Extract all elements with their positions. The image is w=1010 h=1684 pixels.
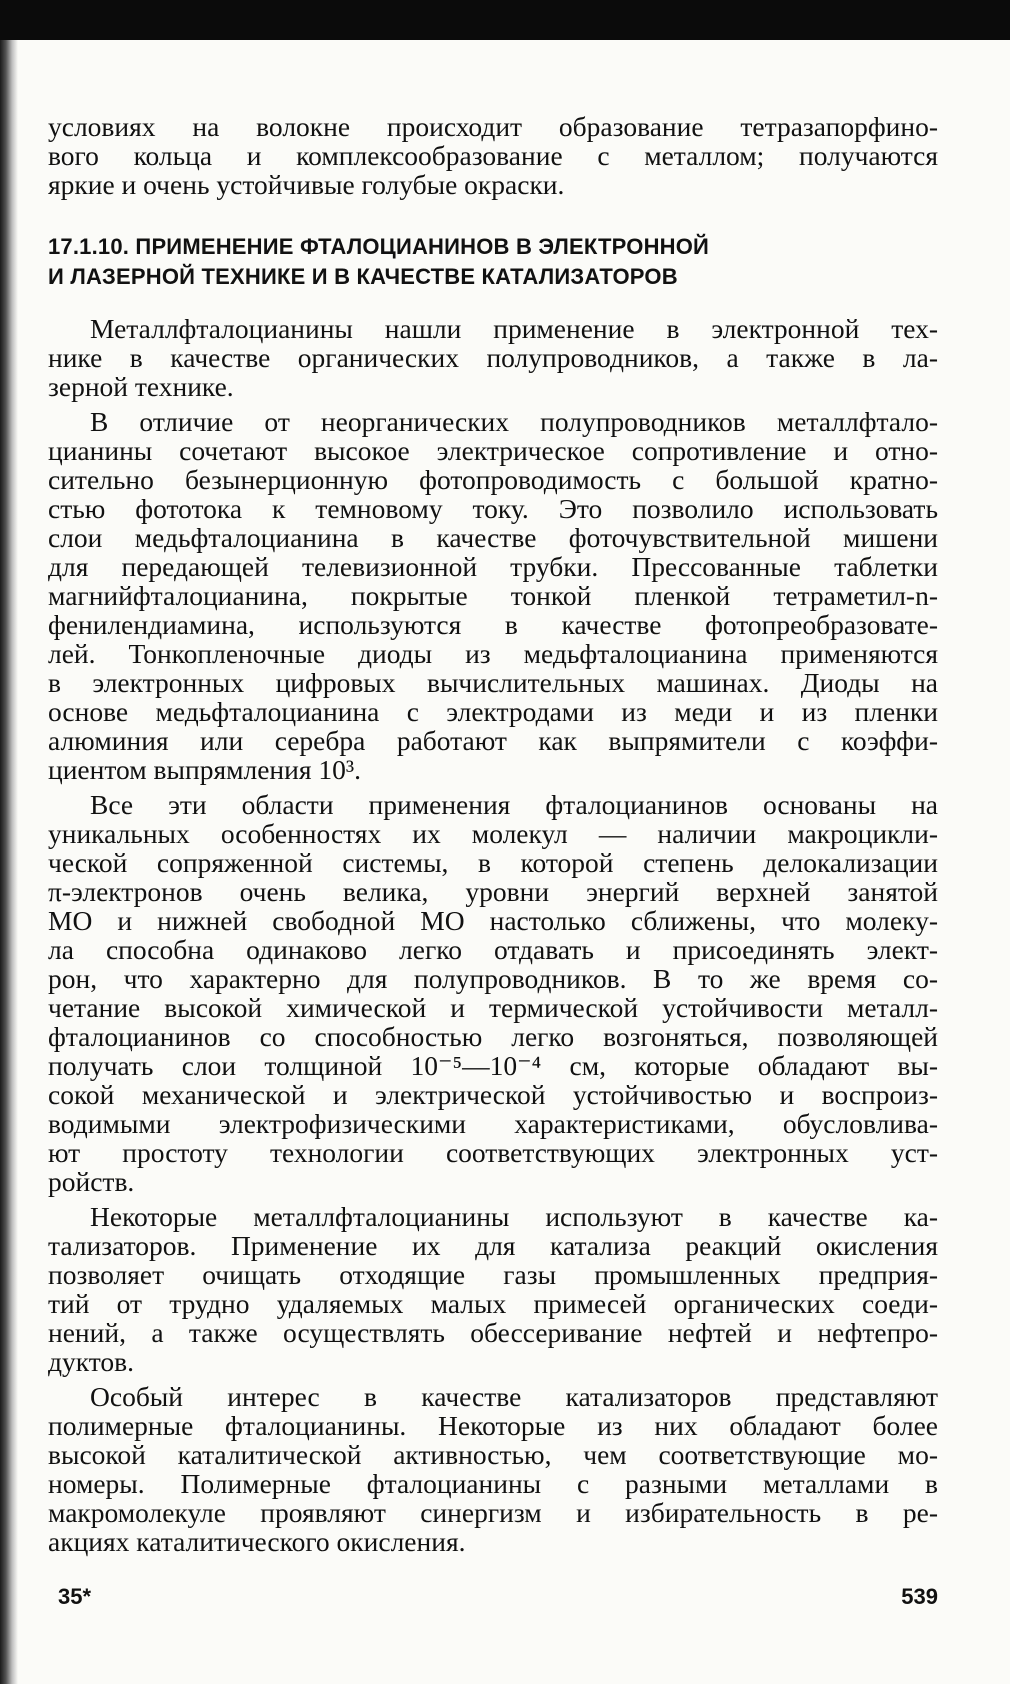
text-line: рон, что характерно для полупроводников. В то же время со- (48, 963, 938, 994)
text-line: Все эти области применения фталоцианинов основаны на (90, 789, 938, 820)
text-line: номеры. Полимерные фталоцианины с разными металлами в (48, 1468, 938, 1499)
text-line: слои медьфталоцианина в качестве фоточувствительной мишени (48, 522, 938, 553)
text-line: дуктов. (48, 1346, 135, 1377)
text-line: в электронных цифровых вычислительных машинах. Диоды на (48, 667, 938, 698)
page-content (48, 112, 938, 1556)
text-line: циентом выпрямления 10³. (48, 754, 362, 785)
paragraph-electronics (48, 314, 938, 401)
text-line: сокой механической и электрической устойчивостью и воспроиз- (48, 1079, 938, 1110)
text-line: цианины сочетают высокое электрическое сопротивление и отно- (48, 435, 938, 466)
heading-line: И ЛАЗЕРНОЙ ТЕХНИКЕ И В КАЧЕСТВЕ КАТАЛИЗАТОРОВ (48, 264, 678, 289)
text-line: Некоторые металлфталоцианины используют в качестве ка- (90, 1201, 938, 1232)
text-line: лей. Тонкопленочные диоды из медьфталоцианина применяются (48, 638, 938, 669)
text-line: зерной технике. (48, 371, 234, 402)
text-line: магнийфталоцианина, покрытые тонкой пленкой тетраметил-n- (48, 580, 938, 611)
paragraph-photoconductivity (48, 407, 938, 784)
text-line: позволяет очищать отходящие газы промышленных предприя- (48, 1259, 938, 1290)
scan-left-edge (0, 40, 18, 1684)
text-line: условиях на волокне происходит образование тетразапорфино- (48, 111, 938, 142)
scan-top-border (0, 0, 1010, 40)
text-line: акциях каталитического окисления. (48, 1526, 466, 1557)
text-line: фенилендиамина, используются в качестве фотопреобразовате- (48, 609, 938, 640)
text-line: Металлфталоцианины нашли применение в электронной тех- (90, 313, 938, 344)
text-line: МО и нижней свободной МО настолько сближены, что молеку- (48, 905, 938, 936)
text-line: алюминия или серебра работают как выпрямители с коэффи- (48, 725, 938, 756)
text-line: нике в качестве органических полупроводников, а также в ла- (48, 342, 938, 373)
text-line: уникальных особенностях их молекул — наличии макроцикли- (48, 818, 938, 849)
text-line: яркие и очень устойчивые голубые окраски. (48, 169, 565, 200)
text-line: для передающей телевизионной трубки. Прессованные таблетки (48, 551, 938, 582)
text-line: высокой каталитической активностью, чем соответствующие мо- (48, 1439, 938, 1470)
intro-paragraph (48, 112, 938, 199)
text-line: четание высокой химической и термической устойчивости металл- (48, 992, 938, 1023)
paragraph-molecular-basis (48, 790, 938, 1196)
text-line: Особый интерес в качестве катализаторов представляют (90, 1381, 938, 1412)
text-line: В отличие от неорганических полупроводников металлфтало- (90, 406, 938, 437)
text-line: нений, а также осуществлять обессеривание нефтей и нефтепро- (48, 1317, 938, 1348)
text-line: тий от трудно удаляемых малых примесей органических соеди- (48, 1288, 938, 1319)
text-line: ла способна одинаково легко отдавать и присоединять элект- (48, 934, 938, 965)
text-line: ют простоту технологии соответствующих электронных уст- (48, 1137, 938, 1168)
heading-line: 17.1.10. ПРИМЕНЕНИЕ ФТАЛОЦИАНИНОВ В ЭЛЕКТРОННОЙ (48, 234, 710, 259)
section-heading (48, 232, 938, 292)
text-line: стью фототока к темновому току. Это позволило использовать (48, 493, 938, 524)
paragraph-polymer-catalysts (48, 1382, 938, 1556)
signature-mark: 35* (58, 1584, 92, 1609)
text-line: водимыми электрофизическими характеристиками, обусловлива- (48, 1108, 938, 1139)
text-line: получать слои толщиной 10⁻⁵—10⁻⁴ см, которые обладают вы- (48, 1050, 938, 1081)
text-line: ройств. (48, 1166, 135, 1197)
text-line: вого кольца и комплексообразование с металлом; получаются (48, 140, 938, 171)
page-number: 539 (901, 1584, 938, 1609)
text-line: ческой сопряженной системы, в которой степень делокализации (48, 847, 938, 878)
text-line: тализаторов. Применение их для катализа реакций окисления (48, 1230, 938, 1261)
paragraph-catalysts (48, 1202, 938, 1376)
text-line: макромолекуле проявляют синергизм и избирательность в ре- (48, 1497, 938, 1528)
text-line: сительно безынерционную фотопроводимость с большой кратно- (48, 464, 938, 495)
text-line: π-электронов очень велика, уровни энергий верхней занятой (48, 876, 938, 907)
text-line: полимерные фталоцианины. Некоторые из них обладают более (48, 1410, 938, 1441)
text-line: фталоцианинов со способностью легко возгоняться, позволяющей (48, 1021, 938, 1052)
text-line: основе медьфталоцианина с электродами из меди и из пленки (48, 696, 938, 727)
